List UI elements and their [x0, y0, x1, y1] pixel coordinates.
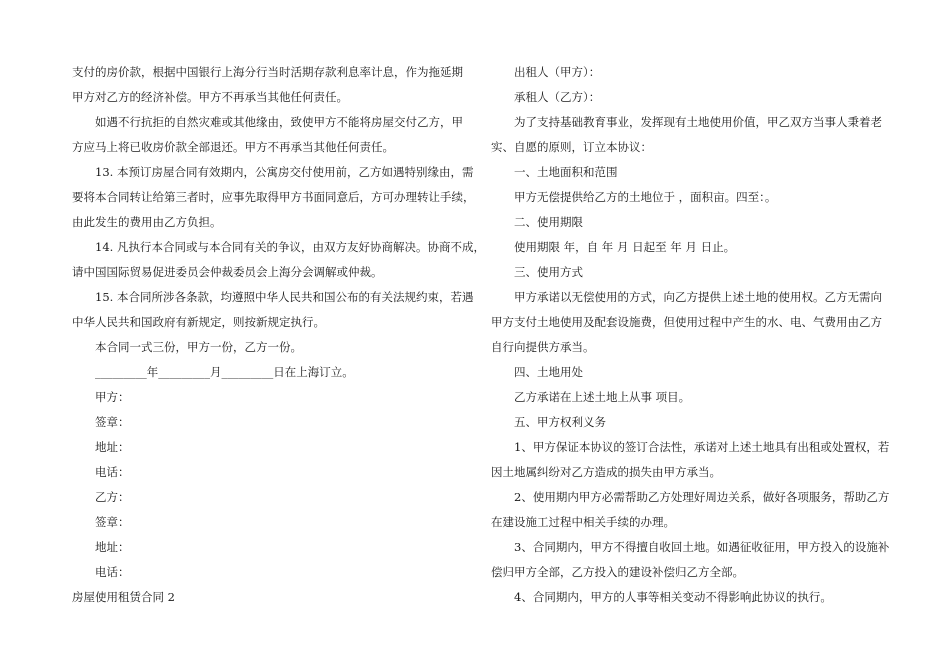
signature-field-label: 甲方：	[95, 390, 130, 404]
paragraph-line: 五、甲方权利义务	[514, 415, 606, 429]
paragraph-line: 偿归甲方全部，乙方投入的建设补偿归乙方全部。	[491, 565, 744, 579]
paragraph-line: 甲方支付土地使用及配套设施费，但使用过程中产生的水、电、气费用由乙方	[491, 315, 882, 329]
paragraph-line: 一、土地面积和范围	[514, 165, 618, 179]
paragraph-line: 为了支持基础教育事业，发挥现有土地使用价值，甲乙双方当事人秉着老	[514, 115, 882, 129]
paragraph-line: 四、土地用处	[514, 365, 583, 379]
paragraph-line: 方应马上将已收房价款全部退还。甲方不再承当其他任何责任。	[72, 140, 394, 154]
paragraph-line: _________年_________月_________日在上海订立。	[95, 365, 354, 379]
signature-field-label: 电话：	[95, 565, 130, 579]
paragraph-line: 中华人民共和国政府有新规定，则按新规定执行。	[72, 315, 325, 329]
paragraph-line: 1、甲方保证本协议的签订合法性，承诺对上述土地具有出租或处置权，若	[514, 440, 890, 454]
paragraph-line: 如遇不行抗拒的自然灾难或其他缘由，致使甲方不能将房屋交付乙方，甲	[95, 115, 463, 129]
paragraph-line: 3、合同期内，甲方不得擅自收回土地。如遇征收征用，甲方投入的设施补	[514, 540, 890, 554]
signature-field-label: 签章：	[95, 515, 130, 529]
paragraph-line: 本合同一式三份，甲方一份，乙方一份。	[95, 340, 302, 354]
paragraph-line: 实、自愿的原则，订立本协议：	[491, 140, 652, 154]
signature-field-label: 地址：	[95, 540, 130, 554]
paragraph-line: 甲方对乙方的经济补偿。甲方不再承当其他任何责任。	[72, 90, 348, 104]
paragraph-line: 使用期限 年，自 年 月 日起至 年 月 日止。	[514, 240, 736, 254]
paragraph-line: 在建设施工过程中相关手续的办理。	[491, 515, 675, 529]
paragraph-line: 支付的房价款，根据中国银行上海分行当时活期存款利息率计息，作为拖延期	[72, 65, 463, 79]
paragraph-line: 14. 凡执行本合同或与本合同有关的争议，由双方友好协商解决。协商不成，	[95, 240, 485, 254]
paragraph-line: 要将本合同转让给第三者时，应事先取得甲方书面同意后，方可办理转让手续，	[72, 190, 475, 204]
signature-field-label: 签章：	[95, 415, 130, 429]
paragraph-line: 承租人（乙方）：	[514, 90, 601, 104]
paragraph-line: 二、使用期限	[514, 215, 583, 229]
paragraph-line: 乙方承诺在上述土地上从事 项目。	[514, 390, 691, 404]
paragraph-line: 由此发生的费用由乙方负担。	[72, 215, 222, 229]
paragraph-line: 因土地属纠纷对乙方造成的损失由甲方承当。	[491, 465, 721, 479]
paragraph-line: 三、使用方式	[514, 265, 583, 279]
paragraph-line: 4、合同期内，甲方的人事等相关变动不得影响此协议的执行。	[514, 590, 832, 604]
paragraph-line: 2、使用期内甲方必需帮助乙方处理好周边关系，做好各项服务，帮助乙方	[514, 490, 890, 504]
signature-field-label: 电话：	[95, 465, 130, 479]
paragraph-line: 甲方承诺以无偿使用的方式，向乙方提供上述土地的使用权。乙方无需向	[514, 290, 882, 304]
contract-title: 房屋使用租赁合同 2	[72, 590, 175, 604]
signature-field-label: 地址：	[95, 440, 130, 454]
paragraph-line: 甲方无偿提供给乙方的土地位于 ，面积亩。四至：。	[514, 190, 777, 204]
left-column	[72, 60, 485, 610]
paragraph-line: 出租人（甲方）：	[514, 65, 601, 79]
paragraph-line: 请中国国际贸易促进委员会仲裁委员会上海分会调解或仲裁。	[72, 265, 383, 279]
paragraph-line: 15. 本合同所涉各条款，均遵照中华人民共和国公布的有关法规约束，若遇	[95, 290, 474, 304]
paragraph-line: 自行向提供方承当。	[491, 340, 595, 354]
paragraph-line: 13. 本预订房屋合同有效期内，公寓房交付使用前，乙方如遇特别缘由，需	[95, 165, 474, 179]
right-column	[491, 60, 890, 610]
signature-field-label: 乙方：	[95, 490, 130, 504]
